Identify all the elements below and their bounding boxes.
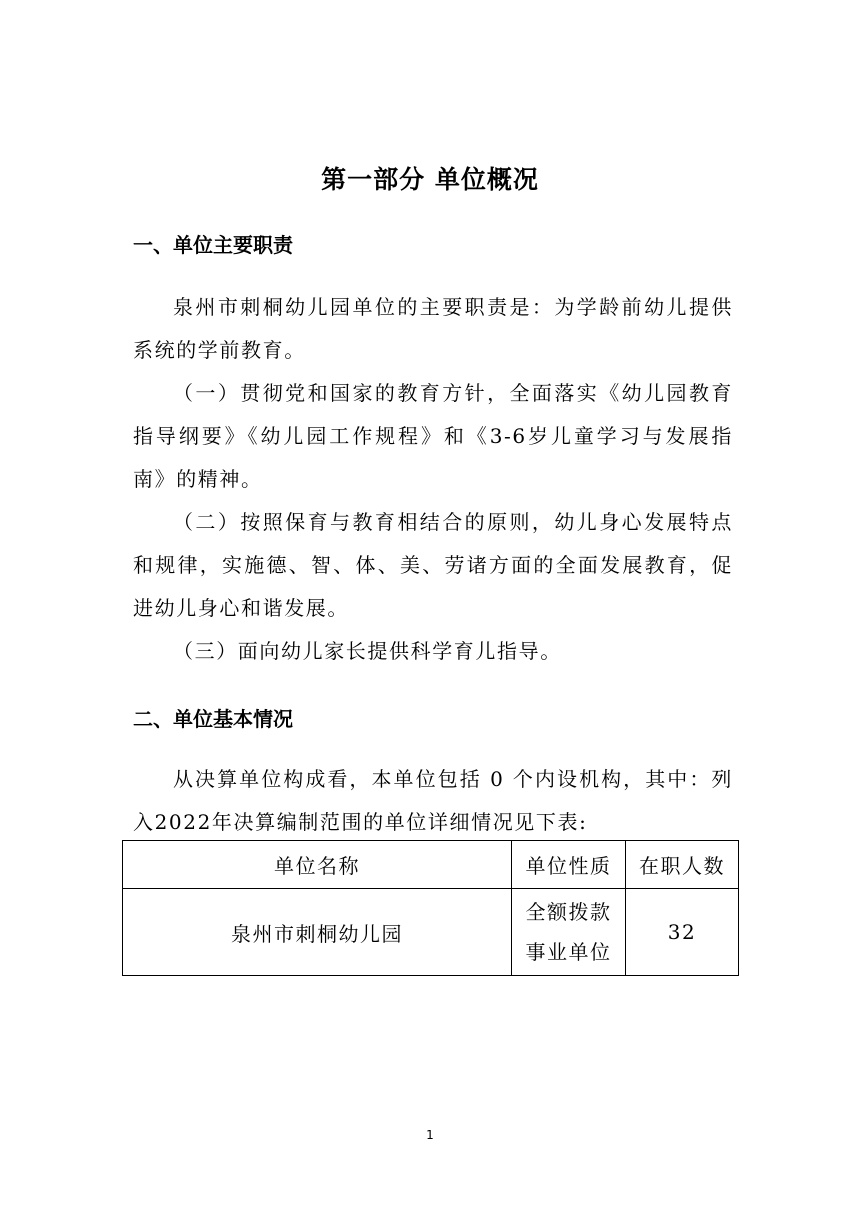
duty-item-1: （一）贯彻党和国家的教育方针，全面落实《幼儿园教育指导纲要》《幼儿园工作规程》和《3-6岁儿童学习与发展指南》的精神。 — [133, 381, 733, 491]
basic-info-paragraph: 从决算单位构成看，本单位包括 0 个内设机构，其中：列入2022年决算编制范围的单位详细情况见下表: — [133, 767, 733, 834]
table-row — [123, 889, 739, 976]
table-cell-staff-count: 32 — [626, 889, 739, 976]
duties-intro-paragraph: 泉州市刺桐幼儿园单位的主要职责是：为学龄前幼儿提供系统的学前教育。 — [133, 295, 733, 362]
duty-item-3: （三）面向幼儿家长提供科学育儿指导。 — [173, 639, 562, 663]
table-header-unit-nature: 单位性质 — [512, 841, 626, 889]
table-header-staff-count: 在职人数 — [626, 841, 739, 889]
page-number: 1 — [426, 1128, 434, 1142]
duty-item-2: （二）按照保育与教育相结合的原则，幼儿身心发展特点和规律，实施德、智、体、美、劳诸方面的全面发展教育，促进幼儿身心和谐发展。 — [133, 510, 733, 620]
section-heading-basic-info: 二、单位基本情况 — [133, 707, 293, 731]
table-header-row — [123, 841, 739, 889]
table-cell-unit-nature: 全额拨款事业单位 — [512, 889, 626, 976]
table-cell-unit-name: 泉州市刺桐幼儿园 — [123, 889, 512, 976]
unit-table — [122, 840, 739, 976]
section-heading-duties: 一、单位主要职责 — [133, 233, 293, 257]
table-header-unit-name: 单位名称 — [123, 841, 512, 889]
page-title: 第一部分 单位概况 — [321, 165, 539, 194]
